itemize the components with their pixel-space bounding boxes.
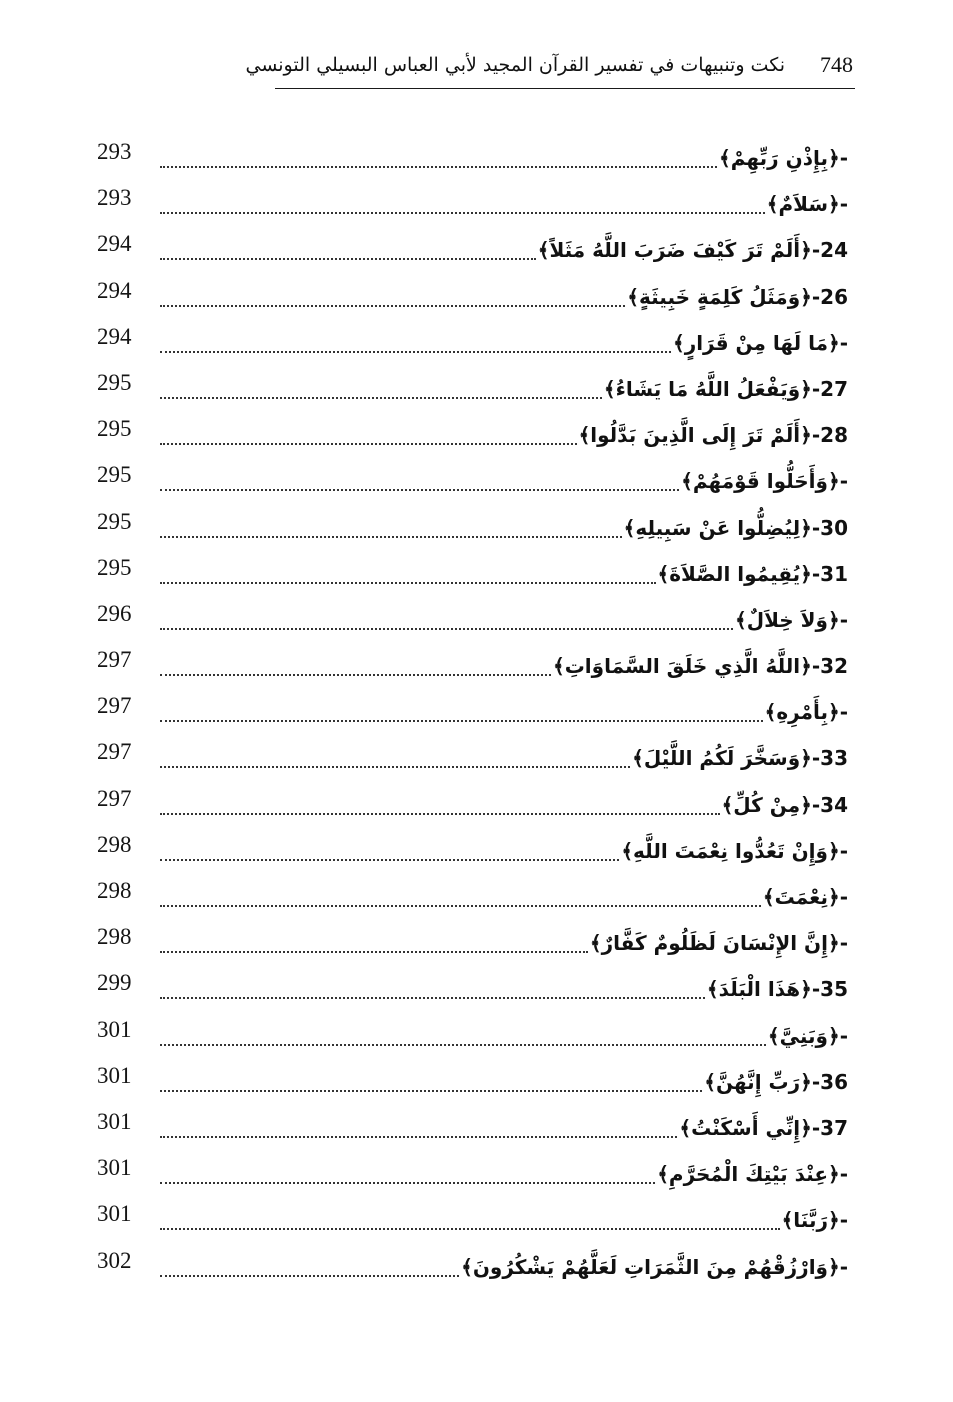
toc-row bbox=[0, 318, 953, 364]
toc-row bbox=[0, 1242, 953, 1288]
dot-leader bbox=[160, 674, 551, 676]
toc-entry bbox=[160, 231, 848, 265]
toc-row bbox=[0, 964, 953, 1010]
toc-entry-text: 24-﴿أَلَمْ تَرَ كَيْفَ ضَرَبَ اللَّهُ مَثَلاً﴾ bbox=[537, 238, 848, 263]
dot-leader bbox=[160, 351, 671, 353]
toc-page-number: 294 bbox=[97, 231, 132, 257]
toc-row bbox=[0, 733, 953, 779]
toc-page-number: 296 bbox=[97, 600, 132, 626]
dot-leader bbox=[160, 905, 761, 907]
toc-entry bbox=[160, 601, 848, 635]
toc-entry-text: -﴿وَارْزُقْهُمْ مِنَ الثَّمَرَاتِ لَعَلَّهُمْ يَشْكُرُونَ﴾ bbox=[461, 1254, 848, 1279]
toc-entry bbox=[160, 278, 848, 312]
dot-leader bbox=[160, 1275, 459, 1277]
toc-row bbox=[0, 826, 953, 872]
toc-entry bbox=[160, 786, 848, 820]
toc-row bbox=[0, 133, 953, 179]
toc-entry-text: -﴿وَبَنِيَّ﴾ bbox=[767, 1023, 848, 1048]
toc-entry-text: -﴿نِعْمَتَ﴾ bbox=[762, 885, 848, 909]
toc-page-number: 294 bbox=[97, 277, 132, 303]
toc-page-number: 301 bbox=[97, 1201, 132, 1227]
toc-page-number: 295 bbox=[97, 369, 132, 395]
toc-entry-text: 35-﴿هَذَا الْبَلَدَ﴾ bbox=[706, 977, 848, 1002]
toc-entry-text: -﴿سَلاَمٌ﴾ bbox=[766, 192, 848, 217]
toc-entry bbox=[160, 462, 848, 496]
toc-entry-text: 30-﴿لِيُضِلُّوا عَنْ سَبِيلِهِ﴾ bbox=[623, 515, 848, 540]
toc-entry bbox=[160, 647, 848, 681]
toc-row bbox=[0, 503, 953, 549]
toc-entry-text: -﴿وَإِنْ تَعُدُّوا نِعْمَتَ اللَّهِ﴾ bbox=[621, 838, 848, 863]
toc-row bbox=[0, 549, 953, 595]
toc-entry-text: 27-﴿وَيَفْعَلُ اللَّهُ مَا يَشَاءُ﴾ bbox=[603, 376, 848, 401]
toc-entry bbox=[160, 1017, 848, 1051]
toc-page-number: 295 bbox=[97, 462, 132, 488]
toc-row bbox=[0, 272, 953, 318]
page-header bbox=[245, 48, 855, 89]
running-title: نكت وتنبيهات في تفسير القرآن المجيد لأبي العباس البسيلي التونسي bbox=[245, 54, 785, 76]
toc-row bbox=[0, 1149, 953, 1195]
toc-row bbox=[0, 595, 953, 641]
toc-entry bbox=[160, 739, 848, 773]
toc-page-number: 298 bbox=[97, 831, 132, 857]
toc-row bbox=[0, 1195, 953, 1241]
toc-page-number: 294 bbox=[97, 323, 132, 349]
toc-entry-text: -﴿إِنَّ الإِنْسَانَ لَظَلُومٌ كَفَّارٌ﴾ bbox=[589, 931, 848, 956]
toc-page-number: 302 bbox=[97, 1247, 132, 1273]
toc-row bbox=[0, 1011, 953, 1057]
toc-page-number: 293 bbox=[97, 185, 132, 211]
toc-entry-text: 34-﴿مِنْ كُلِّ﴾ bbox=[721, 792, 848, 817]
toc-row bbox=[0, 1103, 953, 1149]
dot-leader bbox=[160, 166, 717, 168]
toc-page-number: 299 bbox=[97, 970, 132, 996]
toc-page-number: 293 bbox=[97, 139, 132, 164]
toc-row bbox=[0, 918, 953, 964]
dot-leader bbox=[160, 582, 656, 584]
dot-leader bbox=[160, 720, 763, 722]
toc-entry bbox=[160, 324, 848, 358]
dot-leader bbox=[160, 859, 619, 861]
toc-entry-text: 37-﴿إِنِّي أَسْكَنْتُ﴾ bbox=[679, 1115, 848, 1140]
toc-entry-text: 28-﴿أَلَمْ تَرَ إِلَى الَّذِينَ بَدَّلُوا﴾ bbox=[578, 423, 848, 448]
dot-leader bbox=[160, 489, 679, 491]
toc-entry bbox=[160, 555, 848, 589]
toc-row bbox=[0, 641, 953, 687]
toc-entry-text: 31-﴿يُقِيمُوا الصَّلاَةَ﴾ bbox=[657, 561, 848, 586]
toc-entry-text: -﴿رَبَّنَا﴾ bbox=[781, 1208, 848, 1233]
toc-entry bbox=[160, 139, 848, 173]
dot-leader bbox=[160, 1182, 655, 1184]
toc-entry bbox=[160, 832, 848, 866]
toc-entry bbox=[160, 509, 848, 543]
toc-page-number: 301 bbox=[97, 1016, 132, 1042]
toc-entry bbox=[160, 970, 848, 1004]
toc-entry-text: 26-﴿وَمَثَلُ كَلِمَةٍ خَبِيثَةٍ﴾ bbox=[627, 284, 848, 309]
dot-leader bbox=[160, 258, 536, 260]
page-number: 748 bbox=[820, 52, 853, 77]
dot-leader bbox=[160, 628, 733, 630]
toc-row bbox=[0, 225, 953, 271]
dot-leader bbox=[160, 443, 577, 445]
dot-leader bbox=[160, 212, 765, 214]
toc-entry-text: -﴿وَأَحَلُّوا قَوْمَهُمْ﴾ bbox=[681, 469, 848, 494]
toc-page-number: 297 bbox=[97, 739, 132, 765]
dot-leader bbox=[160, 1090, 702, 1092]
toc-entry-text: -﴿مَا لَهَا مِنْ قَرَارٍ﴾ bbox=[672, 330, 848, 355]
table-of-contents bbox=[0, 133, 953, 1288]
dot-leader bbox=[160, 305, 625, 307]
toc-entry bbox=[160, 693, 848, 727]
toc-row bbox=[0, 179, 953, 225]
toc-entry-text: -﴿وَلاَ خِلاَلٌ﴾ bbox=[735, 607, 848, 632]
toc-entry-text: -﴿عِنْدَ بَيْتِكَ الْمُحَرَّمِ﴾ bbox=[657, 1162, 848, 1187]
toc-page-number: 298 bbox=[97, 878, 132, 903]
toc-page-number: 295 bbox=[97, 554, 132, 580]
toc-page-number: 295 bbox=[97, 416, 132, 442]
toc-entry bbox=[160, 1201, 848, 1235]
dot-leader bbox=[160, 397, 602, 399]
toc-entry bbox=[160, 1109, 848, 1143]
toc-entry bbox=[160, 878, 848, 912]
toc-page-number: 297 bbox=[97, 785, 132, 811]
toc-entry bbox=[160, 924, 848, 958]
toc-row bbox=[0, 872, 953, 918]
toc-entry bbox=[160, 1155, 848, 1189]
dot-leader bbox=[160, 1136, 677, 1138]
toc-row bbox=[0, 687, 953, 733]
toc-row bbox=[0, 364, 953, 410]
toc-entry-text: -﴿بِإِذْنِ رَبِّهِمْ﴾ bbox=[719, 146, 848, 170]
toc-entry-text: 33-﴿وَسَخَّرَ لَكُمُ اللَّيْلَ﴾ bbox=[632, 746, 848, 771]
dot-leader bbox=[160, 1044, 766, 1046]
toc-row bbox=[0, 456, 953, 502]
toc-page-number: 297 bbox=[97, 693, 132, 719]
toc-row bbox=[0, 1057, 953, 1103]
dot-leader bbox=[160, 536, 622, 538]
toc-entry bbox=[160, 1248, 848, 1282]
toc-entry bbox=[160, 185, 848, 219]
toc-page-number: 297 bbox=[97, 647, 132, 673]
toc-page-number: 298 bbox=[97, 924, 132, 950]
toc-entry bbox=[160, 370, 848, 404]
dot-leader bbox=[160, 951, 588, 953]
toc-entry-text: -﴿بِأَمْرِهِ﴾ bbox=[764, 700, 848, 725]
dot-leader bbox=[160, 766, 630, 768]
toc-page-number: 301 bbox=[97, 1062, 132, 1088]
dot-leader bbox=[160, 813, 720, 815]
toc-page-number: 301 bbox=[97, 1108, 132, 1134]
toc-entry bbox=[160, 1063, 848, 1097]
toc-page-number: 295 bbox=[97, 508, 132, 534]
toc-entry bbox=[160, 416, 848, 450]
toc-row bbox=[0, 410, 953, 456]
toc-entry-text: 36-﴿رَبِّ إِنَّهُنَّ﴾ bbox=[704, 1069, 848, 1094]
dot-leader bbox=[160, 997, 705, 999]
toc-row bbox=[0, 780, 953, 826]
toc-entry-text: 32-﴿اللَّهُ الَّذِي خَلَقَ السَّمَاوَاتِ﴾ bbox=[552, 654, 848, 679]
dot-leader bbox=[160, 1228, 780, 1230]
toc-page-number: 301 bbox=[97, 1155, 132, 1181]
